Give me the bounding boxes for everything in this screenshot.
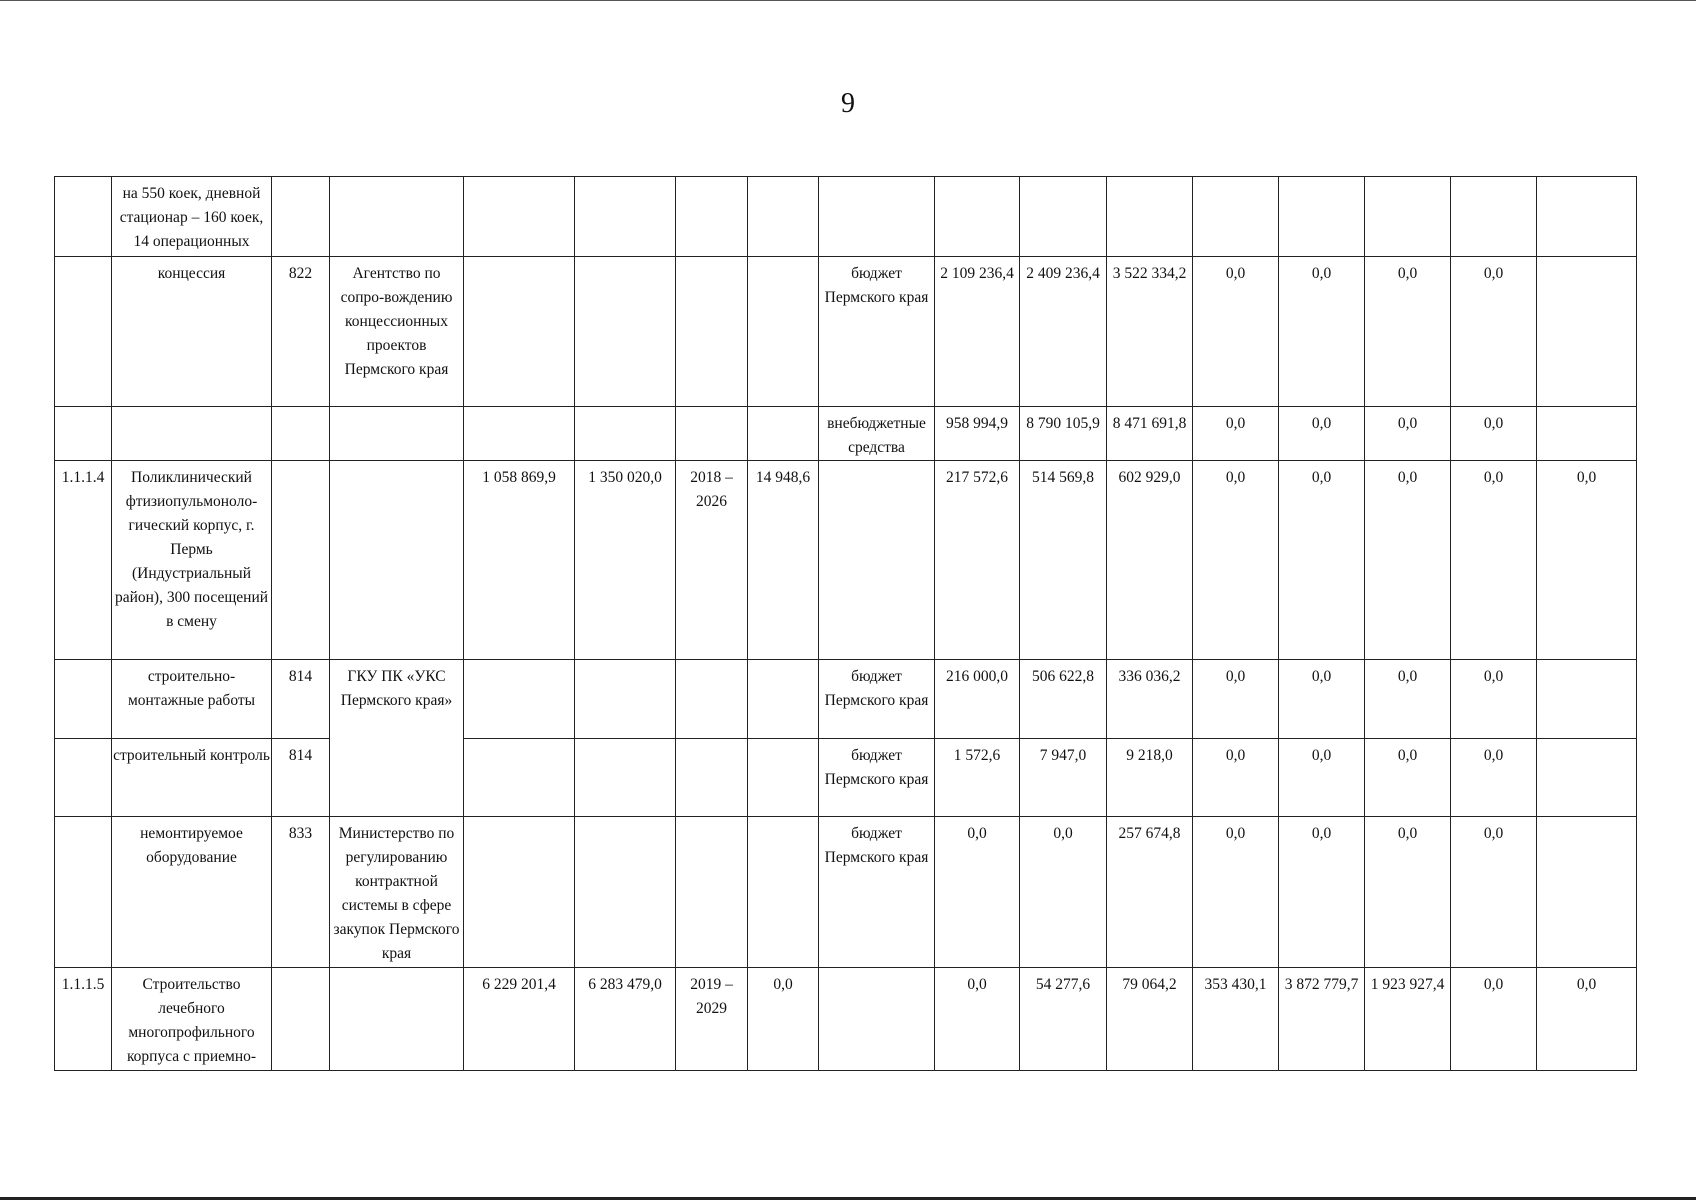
year-value: 0,0 [1020,817,1107,968]
year-value: 2 109 236,4 [935,257,1020,407]
year-value: 0,0 [1279,257,1365,407]
year-value: 1 923 927,4 [1365,968,1451,1071]
year-value: 0,0 [1451,257,1537,407]
balance: 14 948,6 [748,461,819,660]
year-value [1365,177,1451,257]
year-value: 79 064,2 [1107,968,1193,1071]
year-value: 257 674,8 [1107,817,1193,968]
grbs-code: 814 [272,660,330,739]
year-value: 0,0 [1279,817,1365,968]
year-value: 0,0 [1193,817,1279,968]
funding-source: бюджет Пермского края [819,739,935,817]
year-value: 0,0 [1365,407,1451,461]
extra-value: 0,0 [1537,968,1637,1071]
item-code [55,660,112,739]
item-name: концессия [112,257,272,407]
cost-current [575,257,676,407]
year-value: 0,0 [1279,461,1365,660]
year-value: 0,0 [1193,257,1279,407]
year-value: 0,0 [935,968,1020,1071]
table-row [55,177,1637,257]
balance [748,739,819,817]
year-value: 3 872 779,7 [1279,968,1365,1071]
period: 2019 – 2029 [676,968,748,1071]
table-row [55,968,1637,1071]
year-value: 506 622,8 [1020,660,1107,739]
year-value: 1 572,6 [935,739,1020,817]
year-value: 336 036,2 [1107,660,1193,739]
period [676,660,748,739]
extra-value [1537,739,1637,817]
funding-source: бюджет Пермского края [819,660,935,739]
funding-source: бюджет Пермского края [819,257,935,407]
item-name: Строительство лечебного многопрофильного корпуса с приемно- [112,968,272,1071]
cost-current [575,407,676,461]
year-value: 2 409 236,4 [1020,257,1107,407]
year-value: 353 430,1 [1193,968,1279,1071]
cost-total [464,739,575,817]
executor [330,968,464,1071]
year-value: 3 522 334,2 [1107,257,1193,407]
extra-value [1537,817,1637,968]
item-name: немонтируемое оборудование [112,817,272,968]
year-value: 0,0 [1451,407,1537,461]
cost-total: 6 229 201,4 [464,968,575,1071]
year-value: 0,0 [1451,968,1537,1071]
executor: ГКУ ПК «УКС Пермского края» [330,660,464,817]
item-code [55,407,112,461]
year-value: 0,0 [1365,660,1451,739]
grbs-code [272,461,330,660]
table-row [55,461,1637,660]
year-value: 8 471 691,8 [1107,407,1193,461]
item-code: 1.1.1.5 [55,968,112,1071]
year-value: 9 218,0 [1107,739,1193,817]
item-code [55,257,112,407]
cost-total [464,817,575,968]
executor: Министерство по регулированию контрактной системы в сфере закупок Пермского края [330,817,464,968]
grbs-code: 814 [272,739,330,817]
cost-total [464,177,575,257]
year-value: 0,0 [1193,407,1279,461]
cost-current: 6 283 479,0 [575,968,676,1071]
budget-table [54,176,1637,1071]
period [676,817,748,968]
year-value [1451,177,1537,257]
executor [330,177,464,257]
grbs-code [272,177,330,257]
item-name [112,407,272,461]
balance: 0,0 [748,968,819,1071]
year-value: 0,0 [1451,660,1537,739]
year-value: 0,0 [1279,660,1365,739]
item-code [55,739,112,817]
cost-total [464,257,575,407]
funding-source [819,968,935,1071]
year-value: 0,0 [1365,739,1451,817]
year-value: 8 790 105,9 [1020,407,1107,461]
page-number: 9 [841,88,855,119]
cost-current: 1 350 020,0 [575,461,676,660]
item-name: строительно-монтажные работы [112,660,272,739]
funding-source [819,461,935,660]
year-value: 0,0 [1193,461,1279,660]
year-value: 0,0 [1279,739,1365,817]
extra-value [1537,407,1637,461]
year-value: 602 929,0 [1107,461,1193,660]
cost-current [575,177,676,257]
funding-source [819,177,935,257]
executor [330,461,464,660]
item-name: строительный контроль [112,739,272,817]
balance [748,660,819,739]
table-row [55,257,1637,407]
extra-value: 0,0 [1537,461,1637,660]
funding-source: бюджет Пермского края [819,817,935,968]
grbs-code [272,968,330,1071]
item-code [55,817,112,968]
cost-current [575,739,676,817]
year-value: 0,0 [1193,739,1279,817]
executor: Агентство по сопро-вождению концессионных проектов Пермского края [330,257,464,407]
year-value [1279,177,1365,257]
cost-total: 1 058 869,9 [464,461,575,660]
period [676,177,748,257]
year-value: 0,0 [1451,817,1537,968]
year-value: 217 572,6 [935,461,1020,660]
year-value: 0,0 [1451,461,1537,660]
year-value: 958 994,9 [935,407,1020,461]
extra-value [1537,257,1637,407]
year-value: 0,0 [1451,739,1537,817]
year-value [1107,177,1193,257]
grbs-code: 822 [272,257,330,407]
item-name: Поликлинический фтизиопульмоноло-гический корпус, г. Пермь (Индустриальный район), 300 посещений в смену [112,461,272,660]
cost-current [575,660,676,739]
item-name: на 550 коек, дневной стационар – 160 коек, 14 операционных [112,177,272,257]
year-value [1020,177,1107,257]
grbs-code: 833 [272,817,330,968]
year-value: 7 947,0 [1020,739,1107,817]
period: 2018 – 2026 [676,461,748,660]
year-value: 0,0 [1365,817,1451,968]
cost-total [464,660,575,739]
period [676,739,748,817]
item-code: 1.1.1.4 [55,461,112,660]
balance [748,257,819,407]
item-code [55,177,112,257]
table-row [55,817,1637,968]
grbs-code [272,407,330,461]
year-value [1193,177,1279,257]
period [676,257,748,407]
balance [748,817,819,968]
year-value: 0,0 [1365,461,1451,660]
year-value: 0,0 [1193,660,1279,739]
year-value: 0,0 [1365,257,1451,407]
page-top-edge [0,0,1696,1]
cost-total [464,407,575,461]
table-row [55,739,1637,817]
balance [748,407,819,461]
year-value: 514 569,8 [1020,461,1107,660]
year-value [935,177,1020,257]
year-value: 0,0 [1279,407,1365,461]
table-row [55,660,1637,739]
cost-current [575,817,676,968]
executor [330,407,464,461]
balance [748,177,819,257]
year-value: 0,0 [935,817,1020,968]
table-row [55,407,1637,461]
extra-value [1537,177,1637,257]
year-value: 216 000,0 [935,660,1020,739]
extra-value [1537,660,1637,739]
funding-source: внебюджетные средства [819,407,935,461]
period [676,407,748,461]
year-value: 54 277,6 [1020,968,1107,1071]
